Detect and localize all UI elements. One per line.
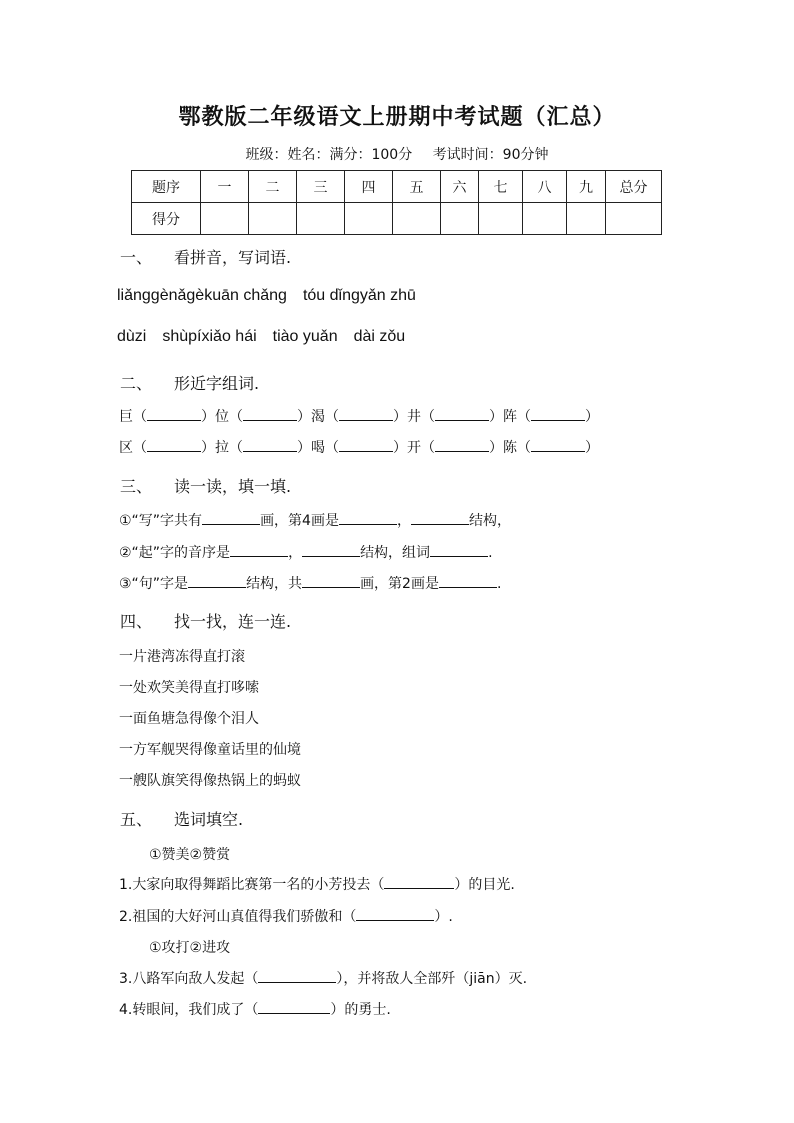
answer-blank[interactable] [531, 406, 585, 421]
header-cell: 三 [297, 171, 345, 203]
answer-blank[interactable] [147, 437, 201, 452]
answer-blank[interactable] [147, 406, 201, 421]
header-cell: 总分 [606, 171, 662, 203]
answer-blank[interactable] [339, 510, 397, 525]
char: 拉 [215, 440, 229, 456]
answer-blank[interactable] [411, 510, 469, 525]
score-cell[interactable] [523, 203, 567, 235]
score-cell[interactable] [297, 203, 345, 235]
answer-blank[interactable] [258, 999, 330, 1014]
answer-blank[interactable] [339, 406, 393, 421]
fill-text: ， [396, 513, 411, 529]
choose-question-1 [119, 874, 515, 894]
header-cell: 题序 [132, 171, 201, 203]
score-cell[interactable] [345, 203, 393, 235]
question-text: 4.转眼间，我们成了（ [119, 1002, 259, 1018]
section-title: 看拼音，写词语. [174, 248, 292, 267]
section-5-heading [120, 807, 243, 830]
class-name-score-info: 班级：姓名：满分：100分 [245, 147, 413, 163]
question-text: 1.大家向取得舞蹈比赛第一名的小芳投去（ [119, 877, 385, 893]
fill-line-3 [119, 573, 501, 593]
match-item: 一处欢笑美得直打哆嗦 [119, 680, 259, 696]
pinyin-line-2 [117, 328, 421, 346]
fill-line-2 [119, 542, 493, 562]
score-cell[interactable] [479, 203, 523, 235]
section-title: 选词填空. [174, 810, 244, 829]
fill-text: . [488, 545, 493, 561]
question-text: 3.八路军向敌人发起（ [119, 971, 259, 987]
char: 位 [215, 409, 229, 425]
answer-blank[interactable] [202, 510, 260, 525]
fill-line-1 [119, 510, 511, 530]
score-cell[interactable] [249, 203, 297, 235]
score-cell[interactable] [393, 203, 441, 235]
pinyin-item: liǎnggènǎgèkuān chǎng [117, 287, 287, 304]
fill-text: 结构， [468, 513, 511, 529]
pinyin-item: tiào yuǎn [272, 328, 338, 345]
answer-blank[interactable] [531, 437, 585, 452]
header-cell: 七 [479, 171, 523, 203]
pinyin-item: tóu dǐngyǎn zhū [302, 287, 416, 304]
fill-text: 结构，组词 [360, 545, 431, 561]
section-number: 三、 [120, 477, 153, 496]
header-cell: 一 [201, 171, 249, 203]
score-cell[interactable] [441, 203, 479, 235]
answer-blank[interactable] [430, 542, 488, 557]
section-title: 读一读，填一填. [174, 477, 292, 496]
section-title: 找一找，连一连. [174, 612, 292, 631]
header-cell: 八 [523, 171, 567, 203]
section-number: 一、 [120, 248, 153, 267]
fill-text: 结构，共 [246, 576, 303, 592]
match-item: 一艘队旗笑得像热锅上的蚂蚁 [119, 773, 301, 789]
section-number: 二、 [120, 374, 153, 393]
answer-blank[interactable] [384, 874, 454, 889]
question-text: ）的勇士. [330, 1002, 391, 1018]
answer-blank[interactable] [439, 573, 497, 588]
question-text: ）的目光. [454, 877, 515, 893]
fill-text: 画，第2画是 [360, 576, 439, 592]
match-item: 一片港湾冻得直打滚 [119, 649, 245, 665]
pinyin-item: dùzi [117, 328, 147, 345]
choose-question-2 [119, 906, 453, 926]
char: 陈 [503, 440, 517, 456]
answer-blank[interactable] [302, 573, 360, 588]
section-number: 四、 [120, 612, 153, 631]
section-1-heading [120, 245, 291, 268]
question-text: ）. [434, 909, 453, 925]
question-text: 2.祖国的大好河山真值得我们骄傲和（ [119, 909, 357, 925]
section-title: 形近字组词. [174, 374, 260, 393]
fill-text: ， [288, 545, 303, 561]
word-options-2: ①攻打②进攻 [149, 940, 231, 956]
header-cell: 六 [441, 171, 479, 203]
word-options-1: ①赞美②赞赏 [149, 847, 231, 863]
score-table-header-row [132, 171, 662, 203]
fill-text: 画，第4画是 [260, 513, 339, 529]
answer-blank[interactable] [243, 437, 297, 452]
exam-time-info: 考试时间：90分钟 [432, 147, 549, 163]
fill-text: ②“起”字的音序是 [119, 545, 231, 561]
choose-question-3 [119, 968, 527, 988]
answer-blank[interactable] [258, 968, 336, 983]
pinyin-item: shùpíxiǎo hái [162, 328, 257, 345]
char: 巨 [119, 409, 133, 425]
match-item: 一面鱼塘急得像个泪人 [119, 711, 259, 727]
answer-blank[interactable] [230, 542, 288, 557]
header-cell: 五 [393, 171, 441, 203]
score-cell[interactable] [567, 203, 606, 235]
pinyin-line-1 [117, 287, 432, 305]
fill-text: ③“句”字是 [119, 576, 189, 592]
fill-text: . [496, 576, 502, 592]
answer-blank[interactable] [435, 437, 489, 452]
answer-blank[interactable] [435, 406, 489, 421]
page-title: 鄂教版二年级语文上册期中考试题（汇总） [178, 104, 616, 130]
answer-blank[interactable] [243, 406, 297, 421]
pinyin-item: dài zǒu [353, 328, 406, 345]
score-cell[interactable] [201, 203, 249, 235]
answer-blank[interactable] [302, 542, 360, 557]
fill-text: ①“写”字共有 [119, 513, 203, 529]
score-table [131, 170, 662, 235]
char: 渴 [311, 409, 325, 425]
header-cell: 九 [567, 171, 606, 203]
answer-blank[interactable] [188, 573, 246, 588]
char: 开 [407, 440, 421, 456]
row-label-cell: 得分 [132, 203, 201, 235]
section-2-heading [120, 371, 259, 394]
char: 井 [407, 409, 421, 425]
char: 喝 [311, 440, 325, 456]
char-row-1: 巨（ ）位（ ）渴（ ）井（ ）阵（ ） [119, 406, 599, 426]
match-item: 一方军舰哭得像童话里的仙境 [119, 742, 301, 758]
char: 阵 [503, 409, 517, 425]
section-number: 五、 [120, 810, 153, 829]
char: 区 [119, 440, 133, 456]
choose-question-4 [119, 999, 391, 1019]
question-text: ），并将敌人全部歼（jiān）灭. [336, 971, 528, 987]
header-cell: 二 [249, 171, 297, 203]
exam-info [0, 144, 794, 164]
answer-blank[interactable] [339, 437, 393, 452]
char-row-2: 区（ ）拉（ ）喝（ ）开（ ）陈（ ） [119, 437, 599, 457]
section-3-heading [120, 474, 291, 497]
header-cell: 四 [345, 171, 393, 203]
section-4-heading [120, 609, 291, 632]
score-cell[interactable] [606, 203, 662, 235]
answer-blank[interactable] [356, 906, 434, 921]
score-table-score-row [132, 203, 662, 235]
